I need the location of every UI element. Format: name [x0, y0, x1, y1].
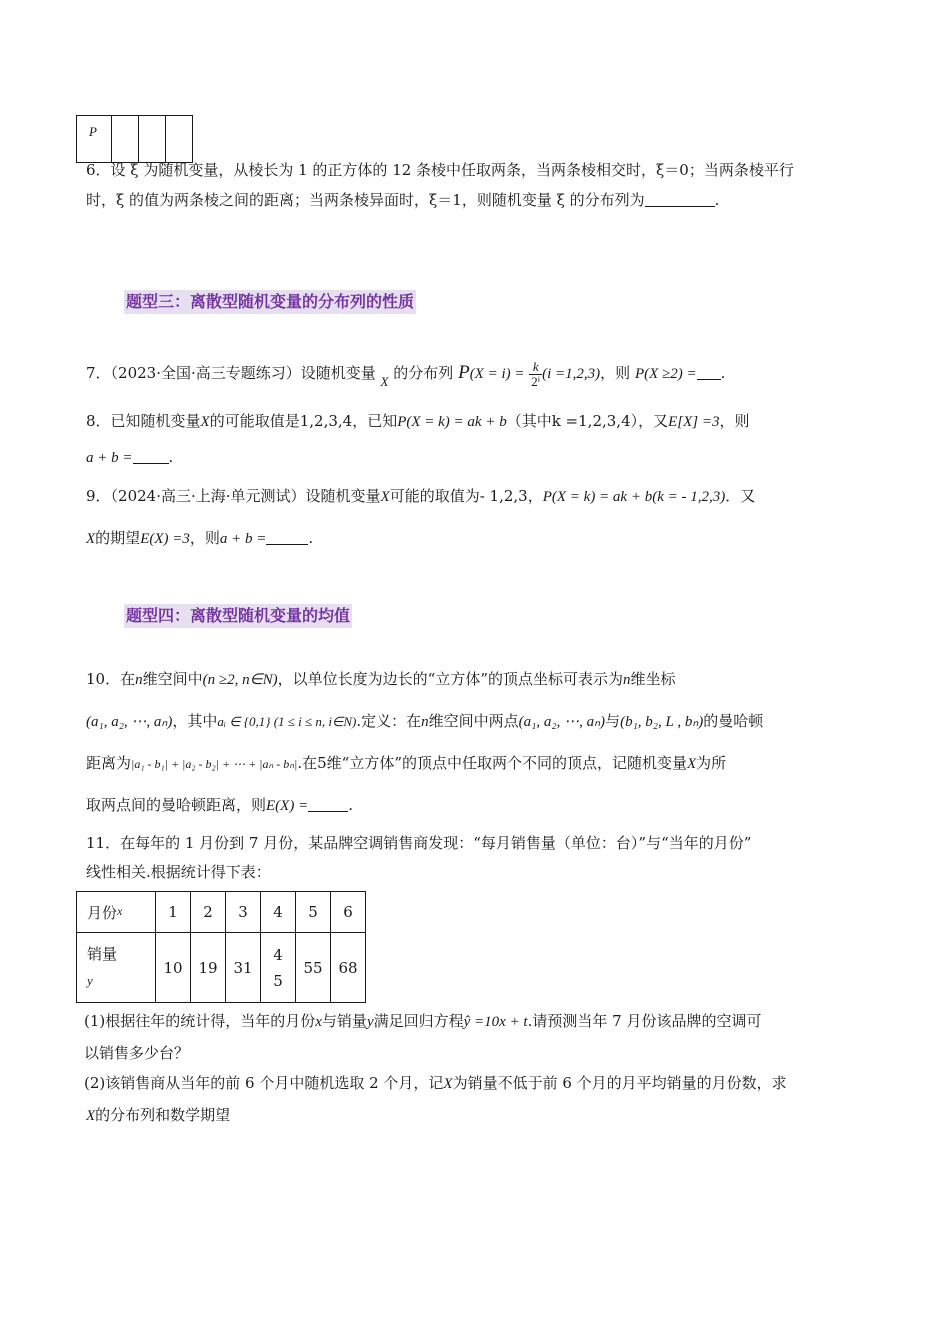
- q9-line1: 9．（2024·高三·上海·单元测试）设随机变量X可能的取值为- 1,2,3，P(X = k) = ak + b(k = - 1,2,3)．又: [86, 487, 756, 505]
- sales-table: [76, 891, 366, 1003]
- answer-blank[interactable]: [645, 191, 715, 207]
- month-cell: 5: [296, 892, 331, 933]
- month-cell: 3: [226, 892, 261, 933]
- answer-blank[interactable]: [133, 448, 169, 464]
- q10-line2: (a₁, a₂, ⋯, aₙ)，其中aᵢ ∈ {0,1} (1 ≤ i ≤ n, i∈N).定义：在n维空间中两点(a₁, a₂, ⋯, aₙ)与(b₁, b₂, L , bₙ)的曼哈顿: [86, 712, 764, 730]
- month-cell: 1: [156, 892, 191, 933]
- top-probability-table: [76, 115, 193, 163]
- q10-line3: 距离为|a₁ - b₁| + |a₂ - b₂| + ⋯ + |aₙ - bₙ|.在5维“立方体”的顶点中任取两个不同的顶点，记随机变量X为所: [86, 754, 727, 772]
- q8-line2: a + b = .: [86, 448, 174, 466]
- q11-line2: 线性相关.根据统计得下表：: [86, 863, 271, 881]
- fraction: $\frac{k}{\text{2ⁱ}}$: [531, 358, 541, 389]
- q10-line1: 10．在n维空间中(n ≥2, n∈N)，以单位长度为边长的“立方体”的顶点坐标可表示为n维坐标: [86, 670, 676, 688]
- answer-blank[interactable]: [697, 364, 721, 380]
- q6-text: 时，ξ 的值为两条棱之间的距离；当两条棱异面时，ξ＝1，则随机变量 ξ 的分布列为: [86, 191, 645, 209]
- month-cell: 6: [331, 892, 366, 933]
- q10-line4: 取两点间的曼哈顿距离，则E(X) = .: [86, 796, 353, 814]
- sales-cell: 10: [156, 933, 191, 1003]
- table-cell: [166, 116, 193, 163]
- q11-part1-line1: (1)根据往年的统计得，当年的月份x与销量y满足回归方程ŷ =10x + t.请预测当年 7 月份该品牌的空调可: [84, 1012, 762, 1030]
- q11-part1-line2: 以销售多少台？: [84, 1044, 190, 1062]
- sales-cell: 19: [191, 933, 226, 1003]
- header-cell-month: 月份$^x$: [77, 892, 156, 933]
- table-cell: [112, 116, 139, 163]
- q8-line1: 8．已知随机变量X的可能取值是1,2,3,4，已知P(X = k) = ak + b（其中k =1,2,3,4），又E[X] =3，则: [86, 412, 750, 430]
- table-header-cell: P: [77, 116, 112, 163]
- q11-line1: 11．在每年的 1 月份到 7 月份，某品牌空调销售商发现：“每月销售量（单位：台）”与“当年的月份”: [86, 834, 752, 852]
- section-heading-3: 题型三：离散型随机变量的分布列的性质: [124, 290, 416, 314]
- table-cell: [139, 116, 166, 163]
- answer-blank[interactable]: [308, 796, 348, 812]
- q7-line: 7．（2023·全国·高三专题练习）设随机变量 X 的分布列 P(X = i) = $\frac{k}{\text{2ⁱ}}$ (i =1,2,3)，则 P(X ≥2) = .: [86, 358, 726, 389]
- q6-line2: 时，ξ 的值为两条棱之间的距离；当两条棱异面时，ξ＝1，则随机变量 ξ 的分布列为 .: [86, 191, 720, 209]
- month-cell: 2: [191, 892, 226, 933]
- q9-line2: X的期望E(X) =3，则a + b = .: [86, 529, 314, 547]
- q11-part2-line2: X的分布列和数学期望: [86, 1106, 231, 1124]
- sales-cell: 4 5: [261, 933, 296, 1003]
- month-cell: 4: [261, 892, 296, 933]
- q11-part2-line1: (2)该销售商从当年的前 6 个月中随机选取 2 个月，记X为销量不低于前 6 个月的月平均销量的月份数，求: [84, 1074, 787, 1092]
- sales-cell: 31: [226, 933, 261, 1003]
- section-heading-4: 题型四：离散型随机变量的均值: [124, 604, 352, 628]
- q6-line1: 6．设 ξ 为随机变量，从棱长为 1 的正方体的 12 条棱中任取两条，当两条棱相交时，ξ＝0；当两条棱平行: [86, 161, 794, 179]
- sales-cell: 68: [331, 933, 366, 1003]
- header-cell-sales: 销量 y: [77, 933, 156, 1003]
- sales-cell: 55: [296, 933, 331, 1003]
- answer-blank[interactable]: [266, 529, 308, 545]
